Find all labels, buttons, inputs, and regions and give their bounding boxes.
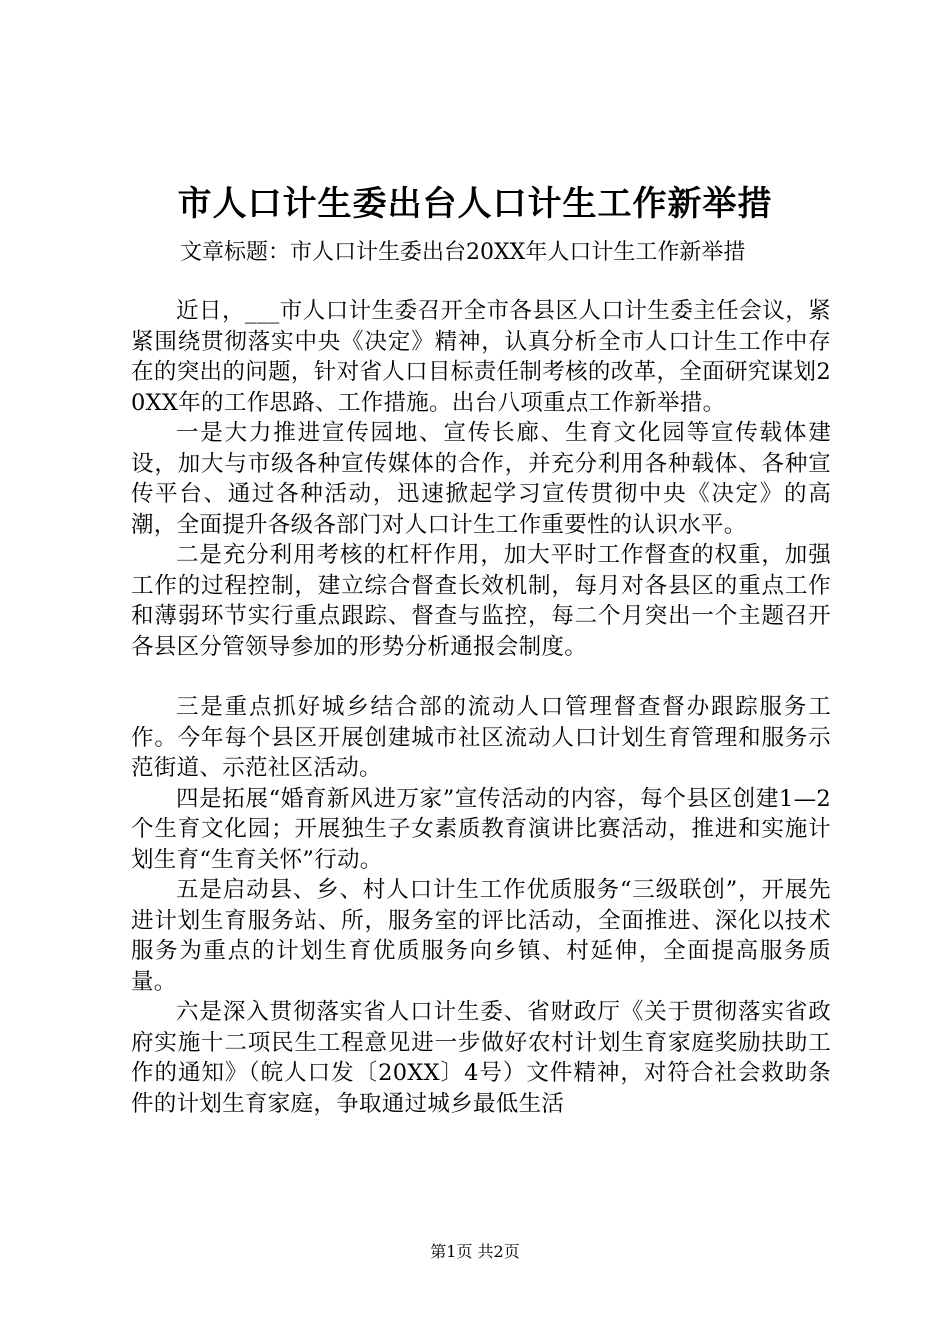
document-subtitle: 文章标题：市人口计生委出台20XX年人口计生工作新举措: [180, 240, 746, 265]
paragraph-measure-5: 五是启动县、乡、村人口计生工作优质服务“三级联创”，开展先进计划生育服务站、所，服务室的评比活动，全面推进、深化以技术服务为重点的计划生育优质服务向乡镇、村延伸，全面提高服务质量。: [131, 877, 831, 995]
paragraph-measure-3: 三是重点抓好城乡结合部的流动人口管理督查督办跟踪服务工作。今年每个县区开展创建城市社区流动人口计划生育管理和服务示范街道、示范社区活动。: [131, 694, 831, 781]
paragraph-measure-2: 二是充分利用考核的杠杆作用，加大平时工作督查的权重，加强工作的过程控制，建立综合督查长效机制，每月对各县区的重点工作和薄弱环节实行重点跟踪、督查与监控，每二个月突出一个主题召开各县区分管领导参加的形势分析通报会制度。: [131, 542, 831, 660]
paragraph-measure-1: 一是大力推进宣传园地、宣传长廊、生育文化园等宣传载体建设，加大与市级各种宣传媒体的合作，并充分利用各种载体、各种宣传平台、通过各种活动，迅速掀起学习宣传贯彻中央《决定》的高潮，全面提升各级各部门对人口计生工作重要性的认识水平。: [131, 420, 831, 538]
paragraph-measure-4: 四是拓展“婚育新风进万家”宣传活动的内容，每个县区创建1—2个生育文化园；开展独生子女素质教育演讲比赛活动，推进和实施计划生育“生育关怀”行动。: [131, 785, 831, 873]
document-body: [131, 296, 831, 1119]
paragraph-measure-6: 六是深入贯彻落实省人口计生委、省财政厅《关于贯彻落实省政府实施十二项民生工程意见进一步做好农村计划生育家庭奖励扶助工作的通知》（皖人口发〔20XX〕4号）文件精神，对符合社会救助条件的计划生育家庭，争取通过城乡最低生活: [131, 999, 831, 1117]
page-footer: 第1页 共2页: [430, 1242, 520, 1261]
paragraph-intro: 近日，___市人口计生委召开全市各县区人口计生委主任会议，紧紧围绕贯彻落实中央《决定》精神，认真分析全市人口计生工作中存在的突出的问题，针对省人口目标责任制考核的改革，全面研究谋划20XX年的工作思路、工作措施。出台八项重点工作新举措。: [131, 298, 831, 416]
document-title: 市人口计生委出台人口计生工作新举措: [177, 184, 773, 224]
